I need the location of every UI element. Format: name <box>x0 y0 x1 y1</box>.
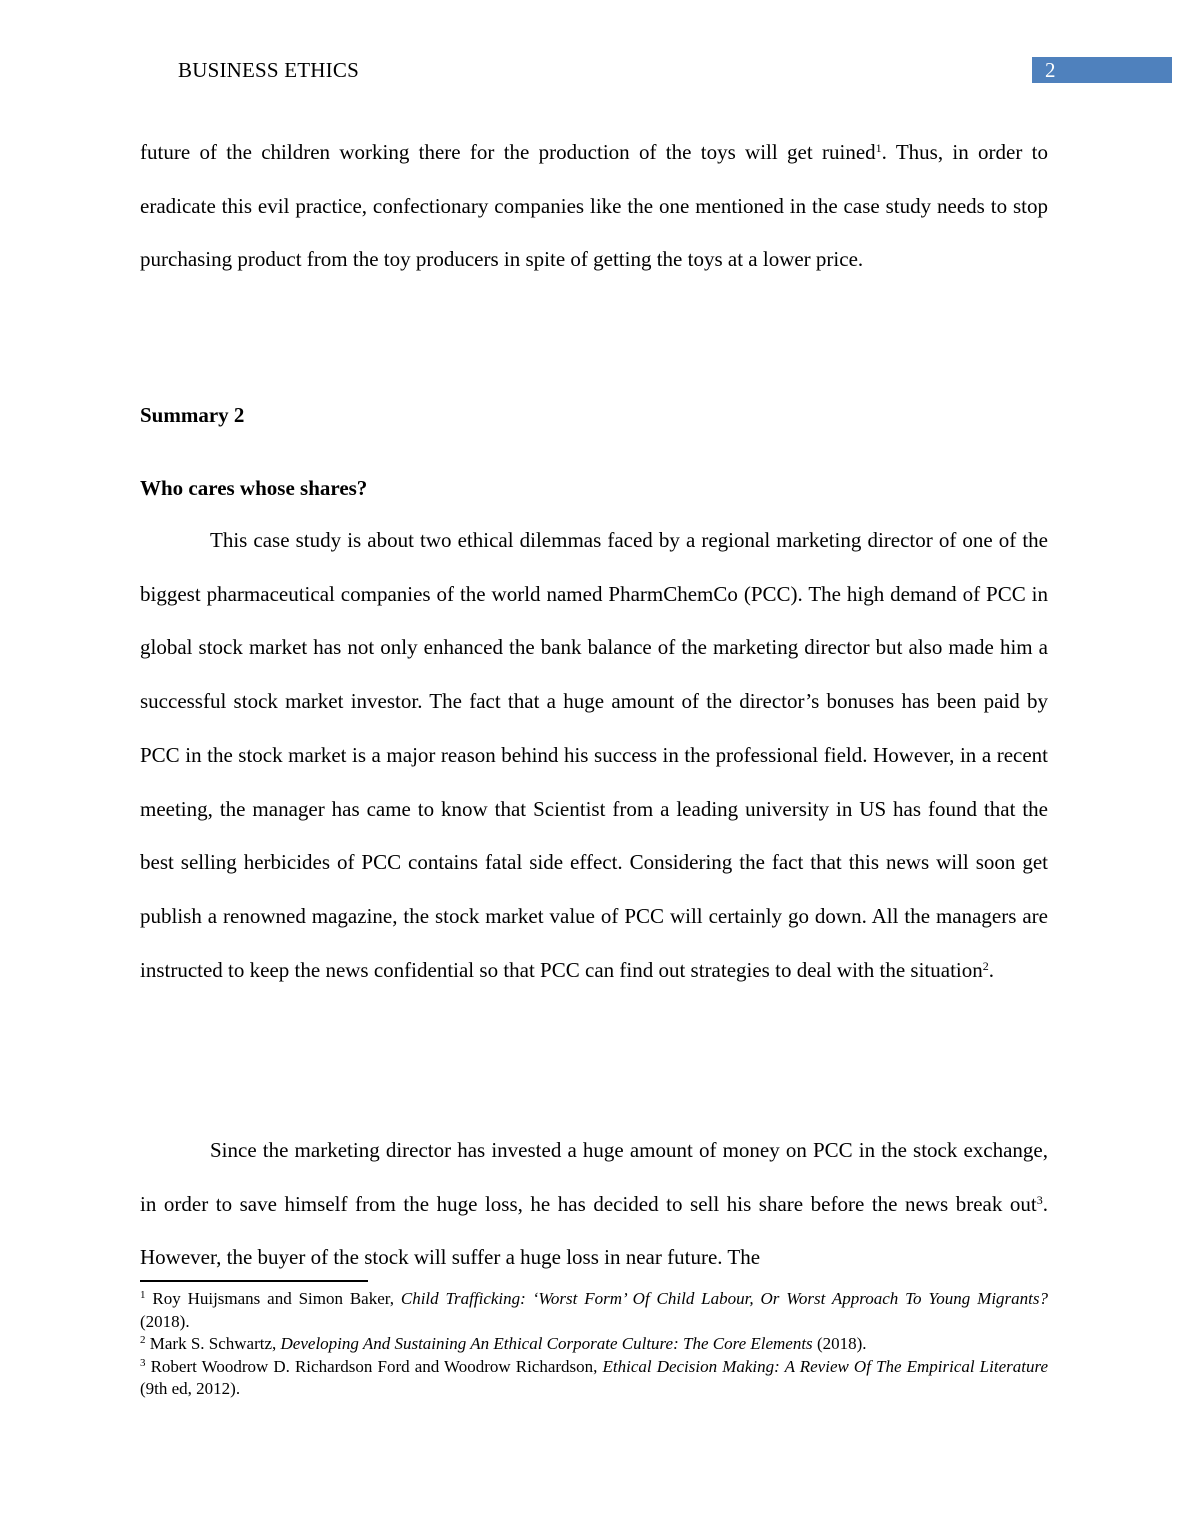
footnote-number: 1 <box>140 1289 146 1301</box>
footnote-ref-2[interactable]: 2 <box>982 958 989 973</box>
paragraph-3 <box>140 1124 1048 1285</box>
footnote-title: Ethical Decision Making: A Review Of The Empirical Literature <box>602 1356 1048 1376</box>
footnotes <box>140 1288 1048 1401</box>
page-number-badge <box>1032 57 1172 83</box>
paragraph-1-text-a: future of the children working there for the production of the toys will get ruined <box>140 140 876 164</box>
paragraph-2-text-a: This case study is about two ethical dilemmas faced by a regional marketing director of one of the biggest pharmaceutical companies of the world named PharmChemCo (PCC). The high demand of PCC in global stock market has not only enhanced the bank balance of the marketing director but also made him a successful stock market investor. The fact that a huge amount of the director’s bonuses has been paid by PCC in the stock market is a major reason behind his success in the professional field. However, in a recent meeting, the manager has came to know that Scientist from a leading university in US has found that the best selling herbicides of PCC contains fatal side effect. Considering the fact that this news will soon get publish a renowned magazine, the stock market value of PCC will certainly go down. All the managers are instructed to keep the news confidential so that PCC can find out strategies to deal with the situation <box>140 528 1048 982</box>
page-number: 2 <box>1045 58 1056 82</box>
running-header-title: BUSINESS ETHICS <box>178 58 359 82</box>
footnote-author: Roy Huijsmans and Simon Baker, <box>145 1289 401 1308</box>
summary-heading: Summary 2 <box>140 403 245 427</box>
footnote-title: Developing And Sustaining An Ethical Corporate Culture: The Core Elements <box>280 1334 813 1354</box>
case-subheading: Who cares whose shares? <box>140 476 368 500</box>
paragraph-3-text-b: . However, the buyer of the stock will suffer a huge loss in near future. The <box>140 1191 1048 1270</box>
footnote-tail: (2018). <box>812 1334 867 1354</box>
footnote-1 <box>140 1288 1048 1333</box>
paragraph-2 <box>140 514 1048 997</box>
footnote-separator <box>140 1280 368 1282</box>
footnote-tail: (9th ed, 2012). <box>140 1379 241 1399</box>
footnote-3 <box>140 1356 1048 1401</box>
footnote-number: 2 <box>140 1334 146 1347</box>
footnote-2 <box>140 1333 1048 1356</box>
paragraph-1 <box>140 126 1048 287</box>
footnote-ref-1[interactable]: 1 <box>875 141 882 155</box>
footnote-title: Child Trafficking: ‘Worst Form’ Of Child Labour, Or Worst Approach To Young Migrants? <box>400 1289 1048 1308</box>
paragraph-3-text-a: Since the marketing director has invested a huge amount of money on PCC in the stock exchange, in order to save himself from the huge loss, he has decided to sell his share before the news break out <box>140 1138 1048 1216</box>
footnote-ref-3[interactable]: 3 <box>1036 1192 1043 1207</box>
footnote-tail: (2018). <box>140 1311 190 1331</box>
footnote-number: 3 <box>140 1356 146 1369</box>
paragraph-1-text-b: . Thus, in order to eradicate this evil practice, confectionary companies like the one mentioned in the case study needs to stop purchasing product from the toy producers in spite of getting the toys at a lower price. <box>140 140 1048 272</box>
footnote-author: Robert Woodrow D. Richardson Ford and Woodrow Richardson, <box>145 1356 603 1376</box>
paragraph-2-text-b: . <box>988 957 994 982</box>
footnote-author: Mark S. Schwartz, <box>145 1334 281 1354</box>
